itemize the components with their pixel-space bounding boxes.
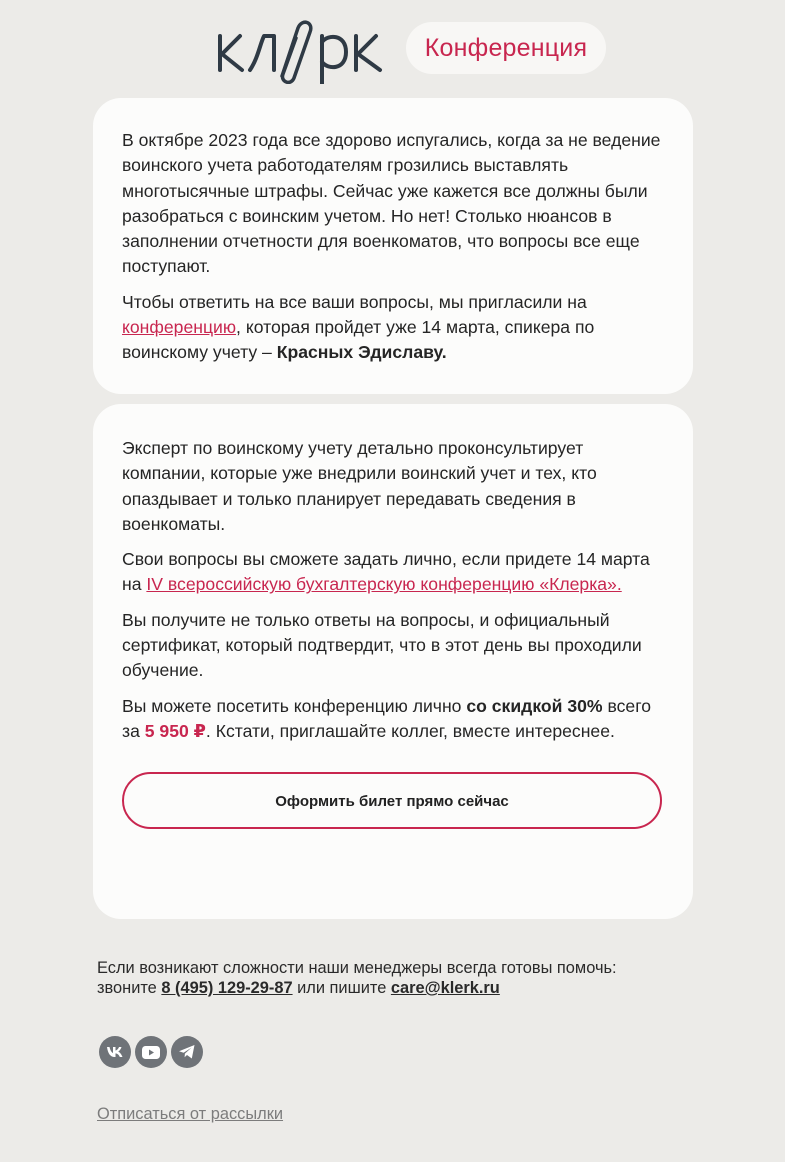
vk-icon[interactable]	[99, 1036, 131, 1068]
intro-card	[93, 98, 693, 394]
conference-full-link[interactable]: IV всероссийскую бухгалтерскую конференцию «Клерка».	[146, 574, 622, 595]
youtube-icon[interactable]	[135, 1036, 167, 1068]
call-text: звоните	[97, 979, 162, 997]
discount-text: Вы можете посетить конференцию лично	[122, 695, 467, 716]
invite-paragraph	[122, 290, 664, 366]
support-info	[97, 958, 697, 998]
price: 5 950 ₽	[144, 720, 206, 741]
header	[0, 0, 785, 98]
conference-link[interactable]: конференцию	[122, 317, 237, 338]
social-links	[99, 1036, 203, 1068]
discount-mid-text: всего за	[122, 695, 652, 741]
discount-value: со скидкой 30%	[466, 695, 603, 716]
conference-badge[interactable]: Конференция	[406, 22, 606, 74]
support-text: Если возникают сложности наши менеджеры всегда готовы помочь:	[97, 959, 617, 977]
questions-text: Свои вопросы вы сможете задать лично, если придете 14 марта на	[122, 549, 650, 595]
details-card	[93, 404, 693, 919]
klerk-logo[interactable]	[218, 18, 383, 84]
or-text: или пишите	[292, 979, 391, 997]
unsubscribe-link[interactable]: Отписаться от рассылки	[97, 1105, 284, 1123]
expert-paragraph: Эксперт по воинскому учету детально проконсультирует компании, которые уже внедрили воинский учет и тех, кто опаздывает и только планирует передавать сведения в военкоматы.	[122, 438, 597, 534]
telegram-icon[interactable]	[171, 1036, 203, 1068]
discount-after-text: . Кстати, приглашайте коллег, вместе интереснее.	[205, 720, 615, 741]
phone-link[interactable]: 8 (495) 129-29-87	[161, 979, 293, 997]
intro-paragraph: В октябре 2023 года все здорово испугались, когда за не ведение воинского учета работодателям грозились выставлять многотысячные штрафы. Сейчас уже кажется все должны были разобраться с воинским учетом. Но нет! Столько нюансов в заполнении отчетности для военкоматов, что вопросы все еще поступают.	[122, 130, 661, 277]
email-link[interactable]: care@klerk.ru	[390, 979, 500, 997]
buy-ticket-button[interactable]: Оформить билет прямо сейчас	[122, 772, 662, 829]
speaker-name: Красных Эдиславу.	[276, 342, 447, 363]
invite-text-after: , которая пройдет уже 14 марта, спикера по воинскому учету –	[122, 317, 595, 363]
questions-paragraph	[122, 547, 664, 598]
discount-paragraph	[122, 694, 664, 745]
certificate-paragraph: Вы получите не только ответы на вопросы, и официальный сертификат, который подтвердит, что в этот день вы проходили обучение.	[122, 609, 642, 681]
invite-text: Чтобы ответить на все ваши вопросы, мы пригласили на	[122, 291, 587, 312]
